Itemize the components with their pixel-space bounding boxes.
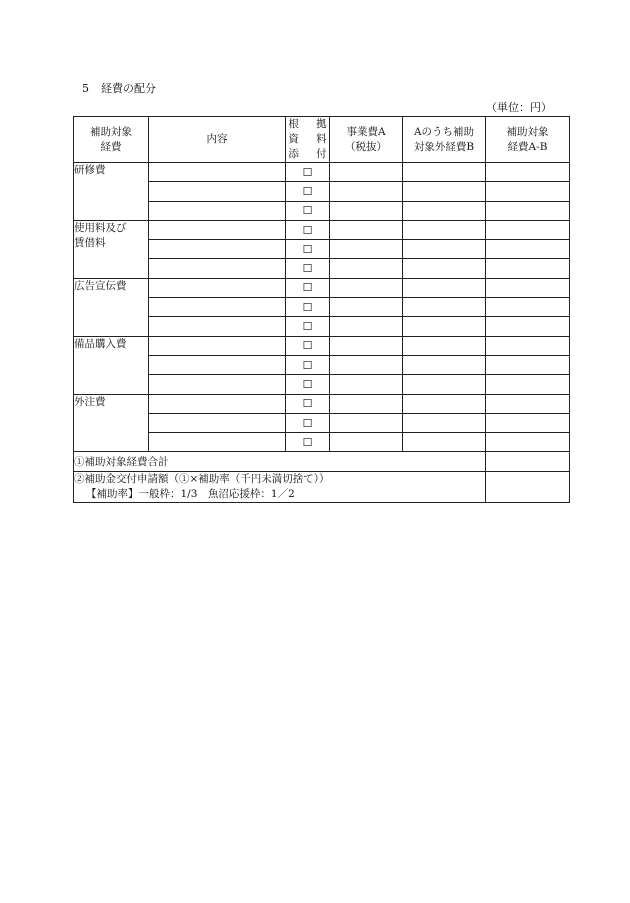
content-cell[interactable] [149,336,286,355]
content-cell[interactable] [149,317,286,336]
unit-label: （単位：円） [486,101,552,114]
table-row [74,298,570,317]
table-row [74,355,570,374]
excluded-b-cell[interactable] [403,259,486,278]
table-row [74,336,570,355]
evidence-checkbox[interactable]: ☐ [286,182,330,201]
content-cell[interactable] [149,413,286,432]
cost-a-cell[interactable] [330,163,403,182]
content-cell[interactable] [149,182,286,201]
header-cost-a: 事業費A （税抜） [330,117,403,163]
evidence-checkbox[interactable]: ☐ [286,317,330,336]
application-row [74,471,570,502]
excluded-b-cell[interactable] [403,394,486,413]
evidence-checkbox[interactable]: ☐ [286,394,330,413]
eligible-cell[interactable] [486,394,570,413]
evidence-checkbox[interactable]: ☐ [286,278,330,297]
table-row [74,163,570,182]
excluded-b-cell[interactable] [403,201,486,220]
cost-a-cell[interactable] [330,413,403,432]
application-label: ②補助金交付申請額（①×補助率（千円未満切捨て）） [74,472,330,485]
content-cell[interactable] [149,201,286,220]
cost-a-cell[interactable] [330,433,403,452]
content-cell[interactable] [149,240,286,259]
content-cell[interactable] [149,394,286,413]
excluded-b-cell[interactable] [403,355,486,374]
cost-a-cell[interactable] [330,355,403,374]
table-row [74,394,570,413]
eligible-cell[interactable] [486,336,570,355]
section-heading [82,80,156,96]
excluded-b-cell[interactable] [403,413,486,432]
cost-a-cell[interactable] [330,259,403,278]
excluded-b-cell[interactable] [403,375,486,394]
subsidy-rate-note: 【補助率】一般枠：1/3 魚沼応援枠：1／2 [86,487,295,500]
excluded-b-cell[interactable] [403,240,486,259]
evidence-checkbox[interactable]: ☐ [286,355,330,374]
header-content: 内容 [149,117,286,163]
eligible-cell[interactable] [486,240,570,259]
cost-a-cell[interactable] [330,375,403,394]
category-label-line: 外注費 [74,395,106,408]
evidence-checkbox[interactable]: ☐ [286,163,330,182]
table-row [74,201,570,220]
cost-a-cell[interactable] [330,201,403,220]
table-row [74,182,570,201]
content-cell[interactable] [149,259,286,278]
cost-a-cell[interactable] [330,240,403,259]
excluded-b-cell[interactable] [403,278,486,297]
evidence-checkbox[interactable]: ☐ [286,336,330,355]
content-cell[interactable] [149,298,286,317]
table-row [74,278,570,297]
category-label-line: 賃借料 [74,236,106,249]
evidence-checkbox[interactable]: ☐ [286,201,330,220]
evidence-checkbox[interactable]: ☐ [286,240,330,259]
evidence-checkbox[interactable]: ☐ [286,220,330,239]
evidence-checkbox[interactable]: ☐ [286,259,330,278]
eligible-cell[interactable] [486,163,570,182]
excluded-b-cell[interactable] [403,336,486,355]
total-row [74,452,570,471]
category-label [74,163,149,221]
cost-a-cell[interactable] [330,298,403,317]
header-evidence: 根 拠 資 料 添 付 [286,117,330,163]
excluded-b-cell[interactable] [403,298,486,317]
eligible-cell[interactable] [486,259,570,278]
category-label-line: 研修費 [74,164,106,176]
section-title: 経費の配分 [101,82,156,95]
excluded-b-cell[interactable] [403,433,486,452]
category-label [74,336,149,394]
header-excluded-b: Aのうち補助 対象外経費B [403,117,486,163]
cost-a-cell[interactable] [330,317,403,336]
eligible-cell[interactable] [486,433,570,452]
cost-a-cell[interactable] [330,336,403,355]
header-category: 補助対象 経費 [74,117,149,163]
category-label-line: 広告宣伝費 [74,279,127,292]
content-cell[interactable] [149,220,286,239]
evidence-checkbox[interactable]: ☐ [286,413,330,432]
budget-table [73,116,570,503]
excluded-b-cell[interactable] [403,220,486,239]
eligible-cell[interactable] [486,220,570,239]
category-label [74,278,149,336]
cost-a-cell[interactable] [330,278,403,297]
total-label: ①補助対象経費合計 [74,452,486,471]
total-value-cell[interactable] [486,452,570,471]
table-row [74,240,570,259]
eligible-cell[interactable] [486,413,570,432]
table-row [74,413,570,432]
cost-a-cell[interactable] [330,394,403,413]
excluded-b-cell[interactable] [403,163,486,182]
eligible-cell[interactable] [486,317,570,336]
table-row [74,220,570,239]
eligible-cell[interactable] [486,355,570,374]
category-label-line: 備品購入費 [74,337,127,350]
excluded-b-cell[interactable] [403,317,486,336]
content-cell[interactable] [149,433,286,452]
section-number: 5 [82,82,89,95]
evidence-checkbox[interactable]: ☐ [286,298,330,317]
evidence-checkbox[interactable]: ☐ [286,375,330,394]
evidence-checkbox[interactable]: ☐ [286,433,330,452]
excluded-b-cell[interactable] [403,182,486,201]
category-label-line: 使用料及び [74,221,127,234]
category-label [74,394,149,452]
eligible-cell[interactable] [486,375,570,394]
content-cell[interactable] [149,163,286,182]
eligible-cell[interactable] [486,182,570,201]
application-label-cell [74,471,486,502]
category-label [74,220,149,278]
table-row [74,375,570,394]
table-row [74,259,570,278]
table-row [74,433,570,452]
application-value-cell[interactable] [486,471,570,502]
content-cell[interactable] [149,278,286,297]
content-cell[interactable] [149,355,286,374]
table-row [74,317,570,336]
cost-a-cell[interactable] [330,182,403,201]
eligible-cell[interactable] [486,201,570,220]
eligible-cell[interactable] [486,278,570,297]
header-row [74,117,570,163]
content-cell[interactable] [149,375,286,394]
cost-a-cell[interactable] [330,220,403,239]
header-eligible: 補助対象 経費A-B [486,117,570,163]
eligible-cell[interactable] [486,298,570,317]
